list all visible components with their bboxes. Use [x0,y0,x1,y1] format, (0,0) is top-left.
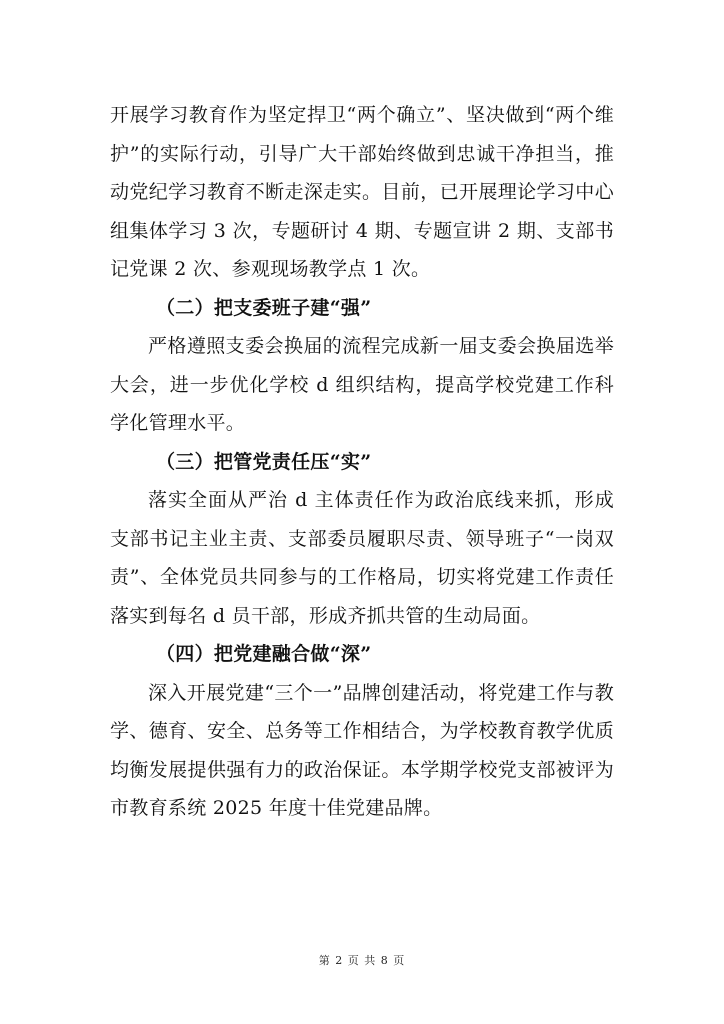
section-heading-committee: （二）把支委班子建“强” [156,296,372,319]
section-heading-integration: （四）把党建融合做“深” [156,643,372,665]
paragraph-study-education: 开展学习教育作为坚定捍卫“两个确立”、坚决做到“两个维护”的实际行动，引导广大干部始终做到忠诚干净担当，推动党纪学习教育不断走深走实。目前，已开展理论学习中心组集体学习 3 次，专题研讨 4 期、专题宣讲 2 期、支部书记党课 2 次、参观现场教学点 1 次。 [110,104,614,280]
paragraph-responsibility: 落实全面从严治 d 主体责任作为政治底线来抓，形成支部书记主业主责、支部委员履职尽责、领导班子“一岗双责”、全体党员共同参与的工作格局，切实将党建工作责任落实到每名 d 员干部，形成齐抓共管的生动局面。 [110,489,614,627]
section-heading-responsibility: （三）把管党责任压“实” [156,450,372,473]
document-body [110,96,614,828]
page-number-footer: 第 2 页 共 8 页 [318,954,406,967]
paragraph-committee: 严格遵照支委会换届的流程完成新一届支委会换届选举大会，进一步优化学校 d 组织结构，提高学校党建工作科学化管理水平。 [110,335,614,434]
paragraph-integration: 深入开展党建“三个一”品牌创建活动，将党建工作与教学、德育、安全、总务等工作相结合，为学校教育教学优质均衡发展提供强有力的政治保证。本学期学校党支部被评为市教育系统 2025 年度十佳党建品牌。 [110,681,614,819]
